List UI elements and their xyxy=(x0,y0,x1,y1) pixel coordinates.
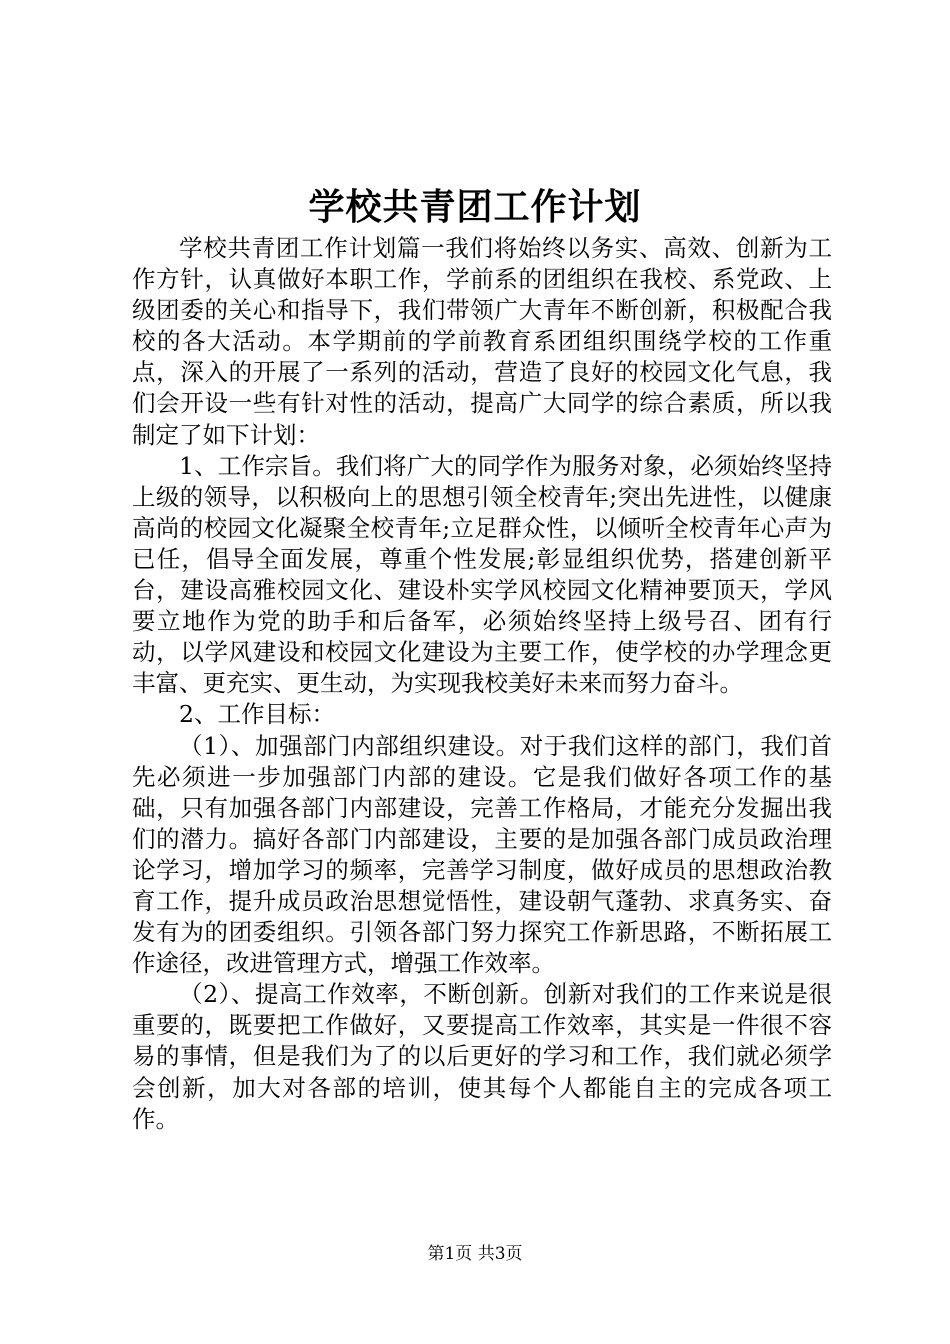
paragraph-work-purpose: 1、工作宗旨。我们将广大的同学作为服务对象，必须始终坚持上级的领导，以积极向上的思想引领全校青年;突出先进性，以健康高尚的校园文化凝聚全校青年;立足群众性，以倾听全校青年心声为已任，倡导全面发展，尊重个性发展;彰显组织优势，搭建创新平台，建设高雅校园文化、建设朴实学风校园文化精神要顶天，学风要立地作为党的助手和后备军，必须始终坚持上级号召、团有行动，以学风建设和校园文化建设为主要工作，使学校的办学理念更丰富、更充实、更生动，为实现我校美好未来而努力奋斗。 xyxy=(132,451,832,698)
page-footer: 第1页 共3页 xyxy=(427,1244,523,1264)
paragraph-work-goal-heading: 2、工作目标： xyxy=(179,700,335,729)
document-title: 学校共青团工作计划 xyxy=(308,186,642,228)
paragraph-goal-1: （1）、加强部门内部组织建设。对于我们这样的部门，我们首先必须进一步加强部门内部的建设。它是我们做好各项工作的基础，只有加强各部门内部建设，完善工作格局，才能充分发掘出我们的潜力。搞好各部门内部建设，主要的是加强各部门成员政治理论学习，增加学习的频率，完善学习制度，做好成员的思想政治教育工作，提升成员政治思想觉悟性，建设朝气蓬勃、求真务实、奋发有为的团委组织。引领各部门努力探究工作新思路，不断拓展工作途径，改进管理方式，增强工作效率。 xyxy=(132,731,832,978)
paragraph-intro: 学校共青团工作计划篇一我们将始终以务实、高效、创新为工作方针，认真做好本职工作，学前系的团组织在我校、系党政、上级团委的关心和指导下，我们带领广大青年不断创新，积极配合我校的各大活动。本学期前的学前教育系团组织围绕学校的工作重点，深入的开展了一系列的活动，营造了良好的校园文化气息，我们会开设一些有针对性的活动，提高广大同学的综合素质，所以我制定了如下计划： xyxy=(132,234,832,449)
document-body xyxy=(132,233,832,1135)
paragraph-goal-2: （2）、提高工作效率，不断创新。创新对我们的工作来说是很重要的，既要把工作做好，又要提高工作效率，其实是一件很不容易的事情，但是我们为了的以后更好的学习和工作，我们就必须学会创新，加大对各部的培训，使其每个人都能自主的完成各项工作。 xyxy=(132,980,832,1133)
